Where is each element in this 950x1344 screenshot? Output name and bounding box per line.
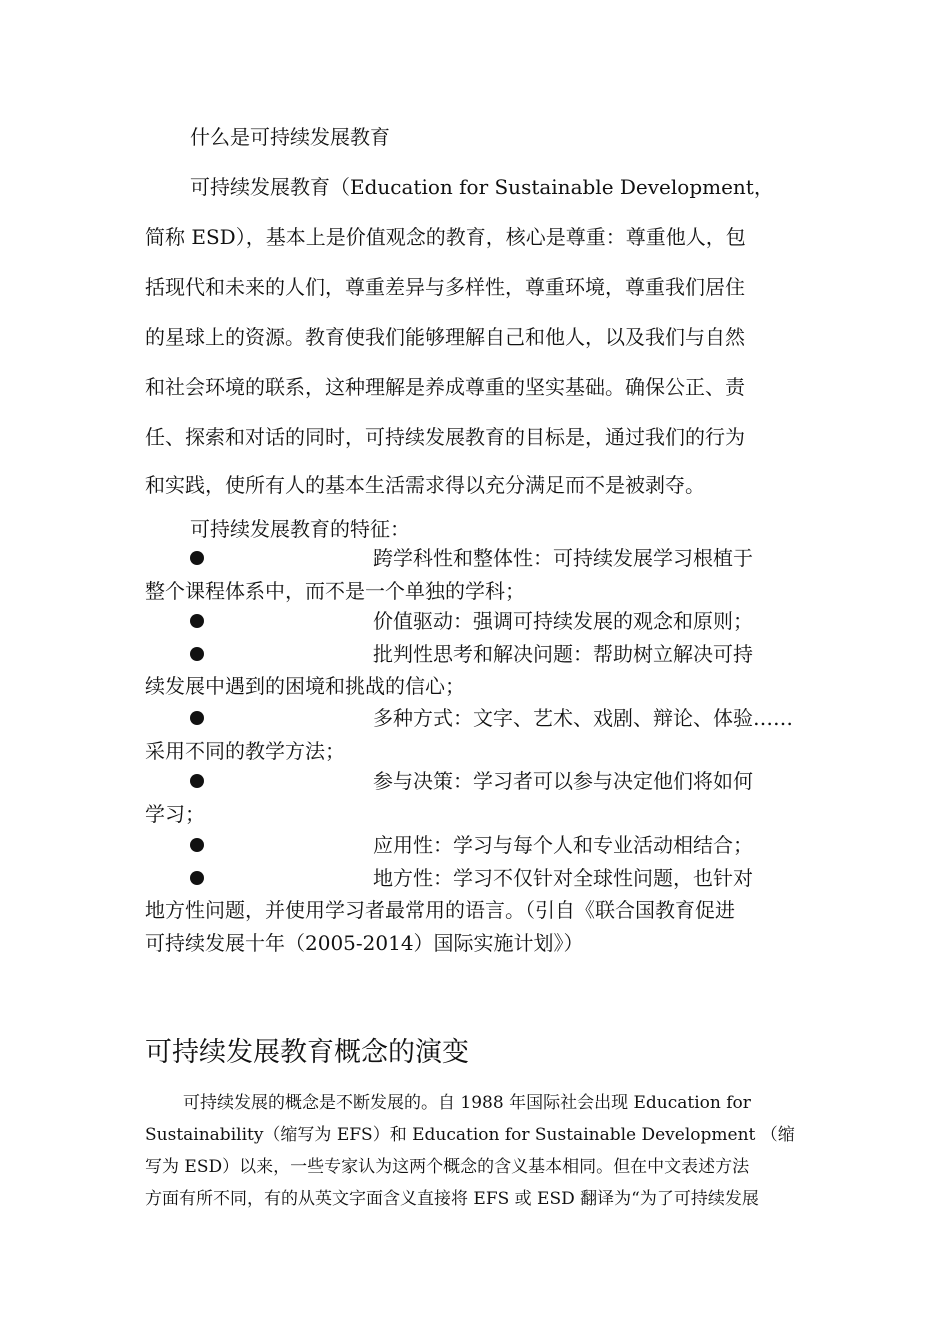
bullet-dot: [190, 551, 204, 565]
features-intro: 可持续发展教育的特征：: [190, 517, 410, 541]
bullet-text: 跨学科性和整体性：可持续发展学习根植于: [373, 546, 753, 570]
paragraph-line: Sustainability（缩写为 EFS）和 Education for Sustainable Development （缩: [145, 1125, 795, 1145]
bullet-dot: [190, 871, 204, 885]
bullet-text: 应用性：学习与每个人和专业活动相结合；: [373, 833, 753, 857]
paragraph-line: 可持续发展教育（Education for Sustainable Development，: [190, 175, 774, 199]
bullet-text-continued: 采用不同的教学方法；: [145, 739, 345, 763]
bullet-dot: [190, 774, 204, 788]
paragraph-line: 和实践，使所有人的基本生活需求得以充分满足而不是被剥夺。: [145, 473, 705, 497]
bullet-dot: [190, 647, 204, 661]
paragraph-line: 任、探索和对话的同时，可持续发展教育的目标是，通过我们的行为: [145, 425, 745, 449]
paragraph-line: 方面有所不同，有的从英文字面含义直接将 EFS 或 ESD 翻译为“为了可持续发展: [145, 1189, 759, 1209]
section-title: 什么是可持续发展教育: [190, 125, 390, 149]
bullet-text: 价值驱动：强调可持续发展的观念和原则；: [373, 609, 753, 633]
bullet-text: 参与决策：学习者可以参与决定他们将如何: [373, 769, 753, 793]
bullet-dot: [190, 838, 204, 852]
bullet-text-continued: 整个课程体系中，而不是一个单独的学科；: [145, 579, 525, 603]
bullet-text-continued: 学习；: [145, 802, 205, 826]
paragraph-line: 括现代和未来的人们，尊重差异与多样性，尊重环境，尊重我们居住: [145, 275, 745, 299]
bullet-text-continued: 地方性问题，并使用学习者最常用的语言。（引自《联合国教育促进: [145, 898, 735, 922]
bullet-text-continued: 可持续发展十年（2005-2014）国际实施计划》）: [145, 931, 584, 955]
paragraph-line: 可持续发展的概念是不断发展的。自 1988 年国际社会出现 Education for: [183, 1093, 751, 1113]
paragraph-line: 写为 ESD）以来，一些专家认为这两个概念的含义基本相同。但在中文表述方法: [145, 1157, 750, 1177]
bullet-text-continued: 续发展中遇到的困境和挑战的信心；: [145, 674, 465, 698]
paragraph-line: 和社会环境的联系，这种理解是养成尊重的坚实基础。确保公正、责: [145, 375, 745, 399]
paragraph-line: 的星球上的资源。教育使我们能够理解自己和他人，以及我们与自然: [145, 325, 745, 349]
bullet-text: 地方性：学习不仅针对全球性问题，也针对: [373, 866, 753, 890]
paragraph-line: 简称 ESD），基本上是价值观念的教育，核心是尊重：尊重他人，包: [145, 225, 746, 249]
section-heading: 可持续发展教育概念的演变: [145, 1037, 469, 1068]
bullet-text: 批判性思考和解决问题：帮助树立解决可持: [373, 642, 753, 666]
bullet-dot: [190, 711, 204, 725]
bullet-text: 多种方式：文字、艺术、戏剧、辩论、体验……: [373, 706, 793, 730]
bullet-dot: [190, 614, 204, 628]
